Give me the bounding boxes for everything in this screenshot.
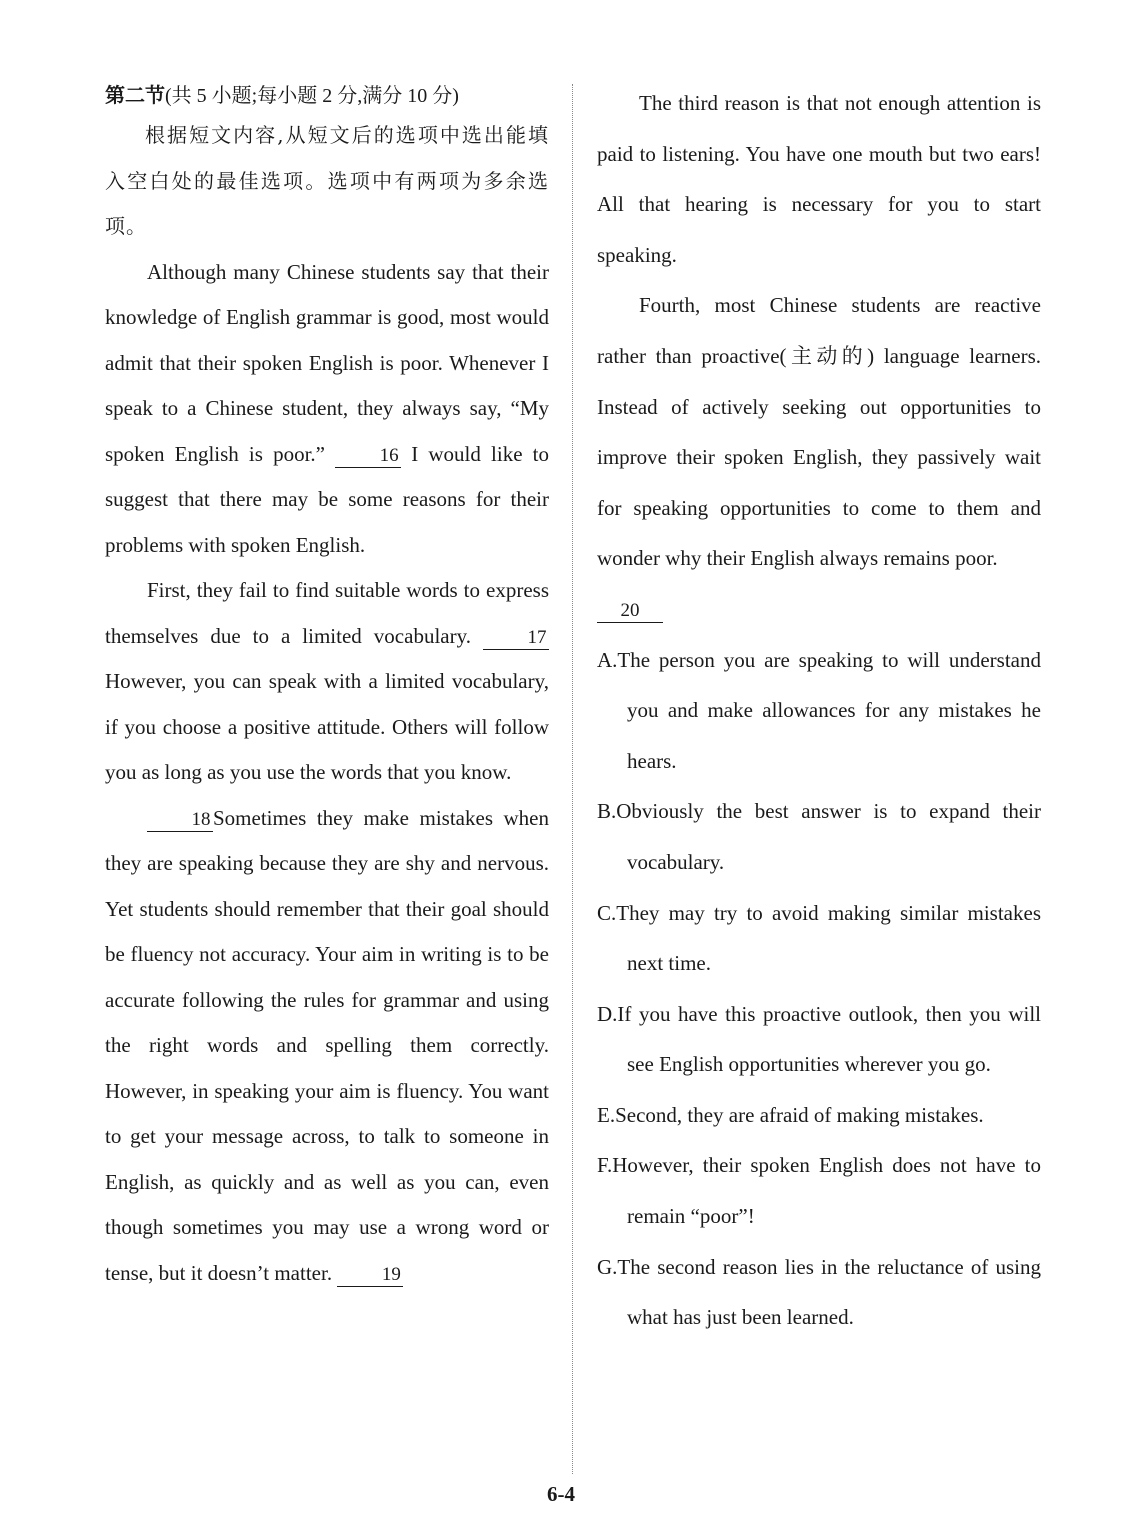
- option-e: [597, 1090, 1041, 1141]
- left-column: [105, 78, 549, 1296]
- option-b: [597, 786, 1041, 887]
- option-a: [597, 635, 1041, 787]
- option-letter: B.: [597, 799, 617, 824]
- blank-16: 16: [335, 445, 401, 468]
- paragraph-text: Although many Chinese students say that their knowledge of English grammar is good, most would admit that their spoken English is poor. Whenever I speak to a Chinese student, they always say, “My spoken English is poor.”: [105, 259, 549, 466]
- option-text: They may try to avoid making similar mistakes next time.: [616, 900, 1041, 976]
- paragraph-text: I would like to suggest that there may be some reasons for their problems with spoken English.: [105, 441, 549, 557]
- option-letter: C.: [597, 900, 617, 925]
- paragraph-text: However, you can speak with a limited vocabulary, if you choose a positive attitude. Others will follow you as long as you use the words that you know.: [105, 669, 549, 784]
- blank-20-line: [597, 584, 1041, 635]
- section-heading: [105, 78, 549, 113]
- options-list: [597, 635, 1041, 1343]
- column-divider: [572, 84, 573, 1474]
- blank-17: 17: [483, 627, 549, 650]
- paragraph-text: First, they fail to find suitable words to express themselves due to a limited vocabulary.: [105, 578, 549, 648]
- option-g: [597, 1242, 1041, 1343]
- page-number: 6-4: [547, 1482, 575, 1506]
- option-f: [597, 1140, 1041, 1241]
- option-letter: A.: [597, 647, 618, 672]
- section-title: 第二节: [105, 83, 165, 107]
- option-text: However, their spoken English does not have to remain “poor”!: [612, 1153, 1041, 1229]
- blank-19: 19: [337, 1264, 403, 1287]
- option-letter: E.: [597, 1102, 616, 1127]
- right-column: [597, 78, 1041, 1343]
- option-text: Obviously the best answer is to expand their vocabulary.: [616, 799, 1041, 874]
- blank-20: 20: [597, 600, 663, 623]
- option-letter: F.: [597, 1153, 613, 1178]
- paragraph-text: Sometimes they make mistakes when they are speaking because they are shy and nervous. Yet students should remember that their goal should be fluency not accuracy. Your aim in writing is to be accurate following the rules for grammar and using the right words and spelling them correctly. However, in speaking your aim is fluency. You want to get your message across, to talk to someone in English, as quickly and as well as you can, even though sometimes you may use a wrong word or tense, but it doesn’t matter.: [105, 805, 549, 1285]
- option-d: [597, 989, 1041, 1090]
- option-letter: D.: [597, 1001, 618, 1026]
- section-rule: (共 5 小题;每小题 2 分,满分 10 分): [165, 85, 459, 107]
- option-text: If you have this proactive outlook, then you will see English opportunities wherever you go.: [617, 1001, 1041, 1077]
- passage-paragraph-5: Fourth, most Chinese students are reactive rather than proactive(主动的) language learners. Instead of actively seeking out opportunities to improve their spoken English, they passively wait for speaking opportunities to come to them and wonder why their English always remains poor.: [597, 293, 1041, 571]
- passage-paragraph-4: The third reason is that not enough attention is paid to listening. You have one mouth but two ears! All that hearing is necessary for you to start speaking.: [597, 91, 1041, 267]
- section-instruction: 根据短文内容,从短文后的选项中选出能填入空白处的最佳选项。选项中有两项为多余选项。: [105, 123, 549, 238]
- passage-paragraph-1: [105, 250, 549, 569]
- option-letter: G.: [597, 1254, 618, 1279]
- option-text: Second, they are afraid of making mistakes.: [615, 1102, 984, 1127]
- option-text: The second reason lies in the reluctance of using what has just been learned.: [617, 1254, 1041, 1330]
- blank-18: 18: [147, 809, 213, 832]
- option-text: The person you are speaking to will understand you and make allowances for any mistakes he hears.: [617, 647, 1041, 773]
- passage-paragraph-2: [105, 568, 549, 796]
- passage-paragraph-3: [105, 796, 549, 1297]
- option-c: [597, 888, 1041, 989]
